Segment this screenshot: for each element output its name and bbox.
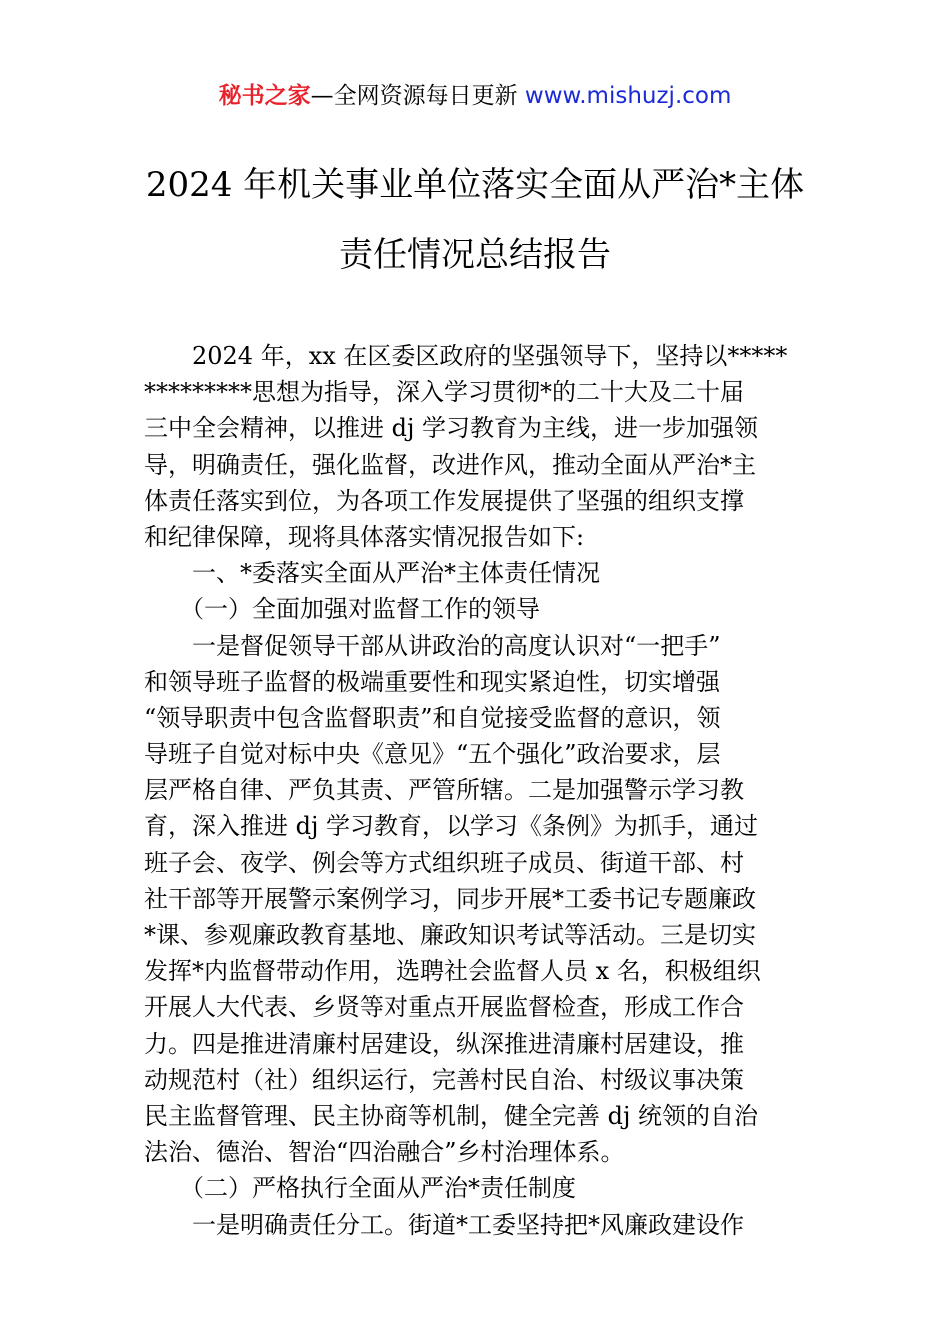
body-line: 一是明确责任分工。街道*工委坚持把*风廉政建设作 <box>144 1210 744 1239</box>
body-line: 三中全会精神，以推进 dj 学习教育为主线，进一步加强领 <box>144 414 759 443</box>
site-brand: 秘书之家 <box>218 83 311 109</box>
site-tagline: —全网资源每日更新 <box>310 83 525 109</box>
body-line: *********思想为指导，深入学习贯彻*的二十大及二十届 <box>144 378 744 407</box>
body-line: 民主监督管理、民主协商等机制，健全完善 dj 统领的自治 <box>144 1101 759 1130</box>
body-line: 体责任落实到位，为各项工作发展提供了坚强的组织支撑 <box>144 486 744 515</box>
site-url-link[interactable]: www.mishuzj.com <box>524 83 732 109</box>
subsection-heading: （二）严格执行全面从严治*责任制度 <box>144 1174 576 1203</box>
body-line: 动规范村（社）组织运行，完善村民自治、村级议事决策 <box>144 1065 744 1094</box>
site-banner <box>0 78 950 114</box>
subsection-heading: （一）全面加强对监督工作的领导 <box>144 595 540 624</box>
document-title-line-2: 责任情况总结报告 <box>339 235 611 275</box>
body-line: “领导职责中包含监督职责”和自觉接受监督的意识，领 <box>144 703 721 732</box>
body-line: 法治、德治、智治“四治融合”乡村治理体系。 <box>144 1138 625 1167</box>
body-line: 班子会、夜学、例会等方式组织班子成员、街道干部、村 <box>144 848 744 877</box>
body-line: 一是督促领导干部从讲政治的高度认识对“一把手” <box>144 631 721 660</box>
body-line: 层严格自律、严负其责、严管所辖。二是加强警示学习教 <box>144 776 744 805</box>
body-line: 力。四是推进清廉村居建设，纵深推进清廉村居建设，推 <box>144 1029 744 1058</box>
body-line: 开展人大代表、乡贤等对重点开展监督检查，形成工作合 <box>144 993 744 1022</box>
body-line: 社干部等开展警示案例学习，同步开展*工委书记专题廉政 <box>144 884 756 913</box>
document-title-line-1: 2024 年机关事业单位落实全面从严治*主体 <box>145 165 805 205</box>
document-body <box>144 338 808 1243</box>
body-line: 导，明确责任，强化监督，改进作风，推动全面从严治*主 <box>144 450 756 479</box>
body-line: 和纪律保障，现将具体落实情况报告如下: <box>144 522 585 551</box>
body-line: 和领导班子监督的极端重要性和现实紧迫性，切实增强 <box>144 667 720 696</box>
document-title <box>60 150 890 290</box>
body-line: 发挥*内监督带动作用，选聘社会监督人员 x 名，积极组织 <box>144 957 761 986</box>
body-line: *课、参观廉政教育基地、廉政知识考试等活动。三是切实 <box>144 921 756 949</box>
section-heading: 一、*委落实全面从严治*主体责任情况 <box>144 559 600 588</box>
body-line: 导班子自觉对标中央《意见》“五个强化”政治要求，层 <box>144 740 721 769</box>
body-line: 育，深入推进 dj 学习教育，以学习《条例》为抓手，通过 <box>144 812 759 841</box>
body-line: 2024 年，xx 在区委区政府的坚强领导下，坚持以***** <box>144 342 788 370</box>
